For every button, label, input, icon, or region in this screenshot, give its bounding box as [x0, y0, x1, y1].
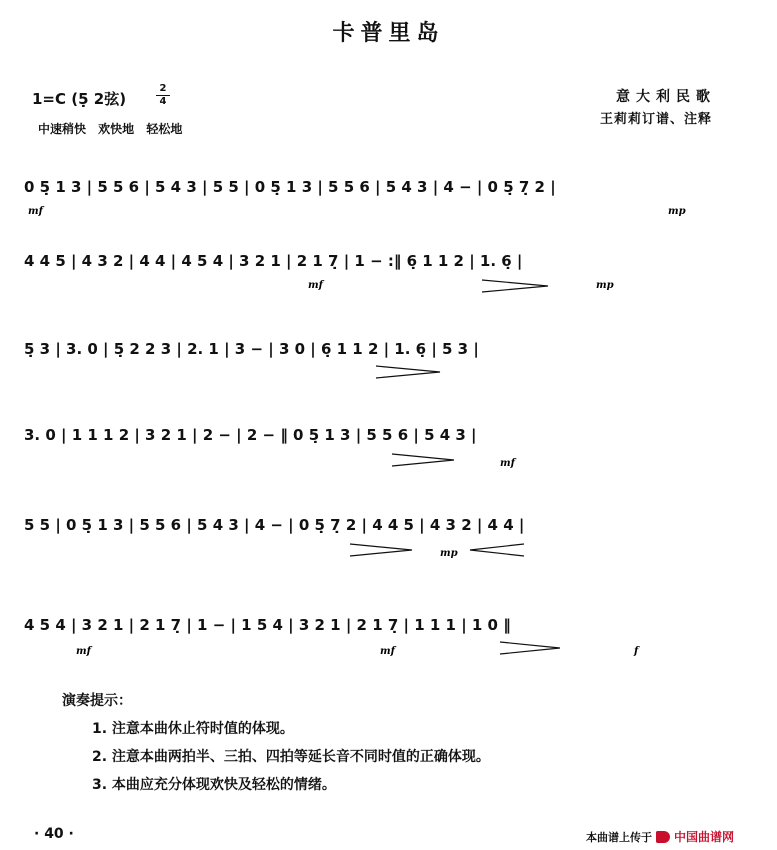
decrescendo-hairpin: [500, 642, 560, 654]
score-line-6: [24, 616, 640, 657]
dynamic-marking: mp: [596, 280, 614, 291]
decrescendo-hairpin: [482, 280, 548, 292]
dynamic-marking: mf: [28, 206, 43, 217]
dynamic-marking: mf: [380, 646, 395, 657]
score-line-5: [24, 516, 524, 559]
tempo-marking: 中速稍快 欢快地 轻松地: [38, 122, 183, 136]
performance-note-item: 2. 注意本曲两拍半、三拍、四拍等延长音不同时值的正确体现。: [92, 749, 490, 765]
decrescendo-hairpin: [350, 544, 412, 556]
score-line-4: [24, 426, 517, 469]
key-signature: 1=C (5̣ 2弦): [32, 90, 127, 108]
score-line-text: 5̣ 3 | 3. 0 | 5̣ 2 2 3 | 2. 1 | 3 − | 3 0 | 6̣ 1 1 2 | 1. 6̣ | 5 3 |: [24, 340, 479, 358]
upload-text: 本曲谱上传于: [586, 830, 652, 844]
dynamic-marking: mf: [500, 458, 515, 469]
score-line-3: [24, 340, 479, 378]
decrescendo-hairpin: [392, 454, 454, 466]
time-signature-top: 2: [159, 83, 167, 94]
score-line-2: [24, 252, 614, 292]
page-title: 卡普里岛: [332, 21, 445, 46]
performance-note-item: 1. 注意本曲休止符时值的体现。: [92, 721, 294, 737]
dynamic-marking: mp: [440, 548, 458, 559]
song-origin: 意大利民歌: [616, 89, 716, 105]
time-signature-bottom: 4: [159, 96, 167, 107]
site-name: 中国曲谱网: [674, 830, 735, 844]
dynamic-marking: mp: [668, 206, 686, 217]
dynamic-marking: mf: [308, 280, 323, 291]
score-line-1: [24, 178, 686, 217]
score-line-text: 4 4 5 | 4 3 2 | 4 4 | 4 5 4 | 3 2 1 | 2 1 7̣ | 1 − :‖ 6̣ 1 1 2 | 1. 6̣ |: [24, 252, 523, 270]
dynamic-marking: mf: [76, 646, 91, 657]
dynamic-marking: f: [634, 646, 639, 657]
upload-credit: [586, 828, 734, 845]
score-line-text: 4 5 4 | 3 2 1 | 2 1 7̣ | 1 − | 1 5 4 | 3 2 1 | 2 1 7̣ | 1 1 1 | 1 0 ‖: [24, 616, 511, 634]
site-logo-icon: [656, 831, 670, 843]
arranger-credit: 王莉莉订谱、注释: [600, 112, 713, 127]
crescendo-hairpin: [470, 544, 524, 556]
score-line-text: 5 5 | 0 5̣ 1 3 | 5 5 6 | 5 4 3 | 4 − | 0 5̣ 7̣ 2 | 4 4 5 | 4 3 2 | 4 4 |: [24, 516, 525, 534]
score-line-text: 0 5̣ 1 3 | 5 5 6 | 5 4 3 | 5 5 | 0 5̣ 1 3 | 5 5 6 | 5 4 3 | 4 − | 0 5̣ 7̣ 2 |: [24, 178, 556, 196]
performance-notes-heading: 演奏提示：: [62, 693, 132, 709]
decrescendo-hairpin: [376, 366, 440, 378]
performance-note-item: 3. 本曲应充分体现欢快及轻松的情绪。: [92, 777, 336, 793]
score-line-text: 3. 0 | 1 1 1 2 | 3 2 1 | 2 − | 2 − ‖ 0 5̣ 1 3 | 5 5 6 | 5 4 3 |: [24, 426, 477, 444]
page-number: · 40 ·: [34, 826, 74, 842]
